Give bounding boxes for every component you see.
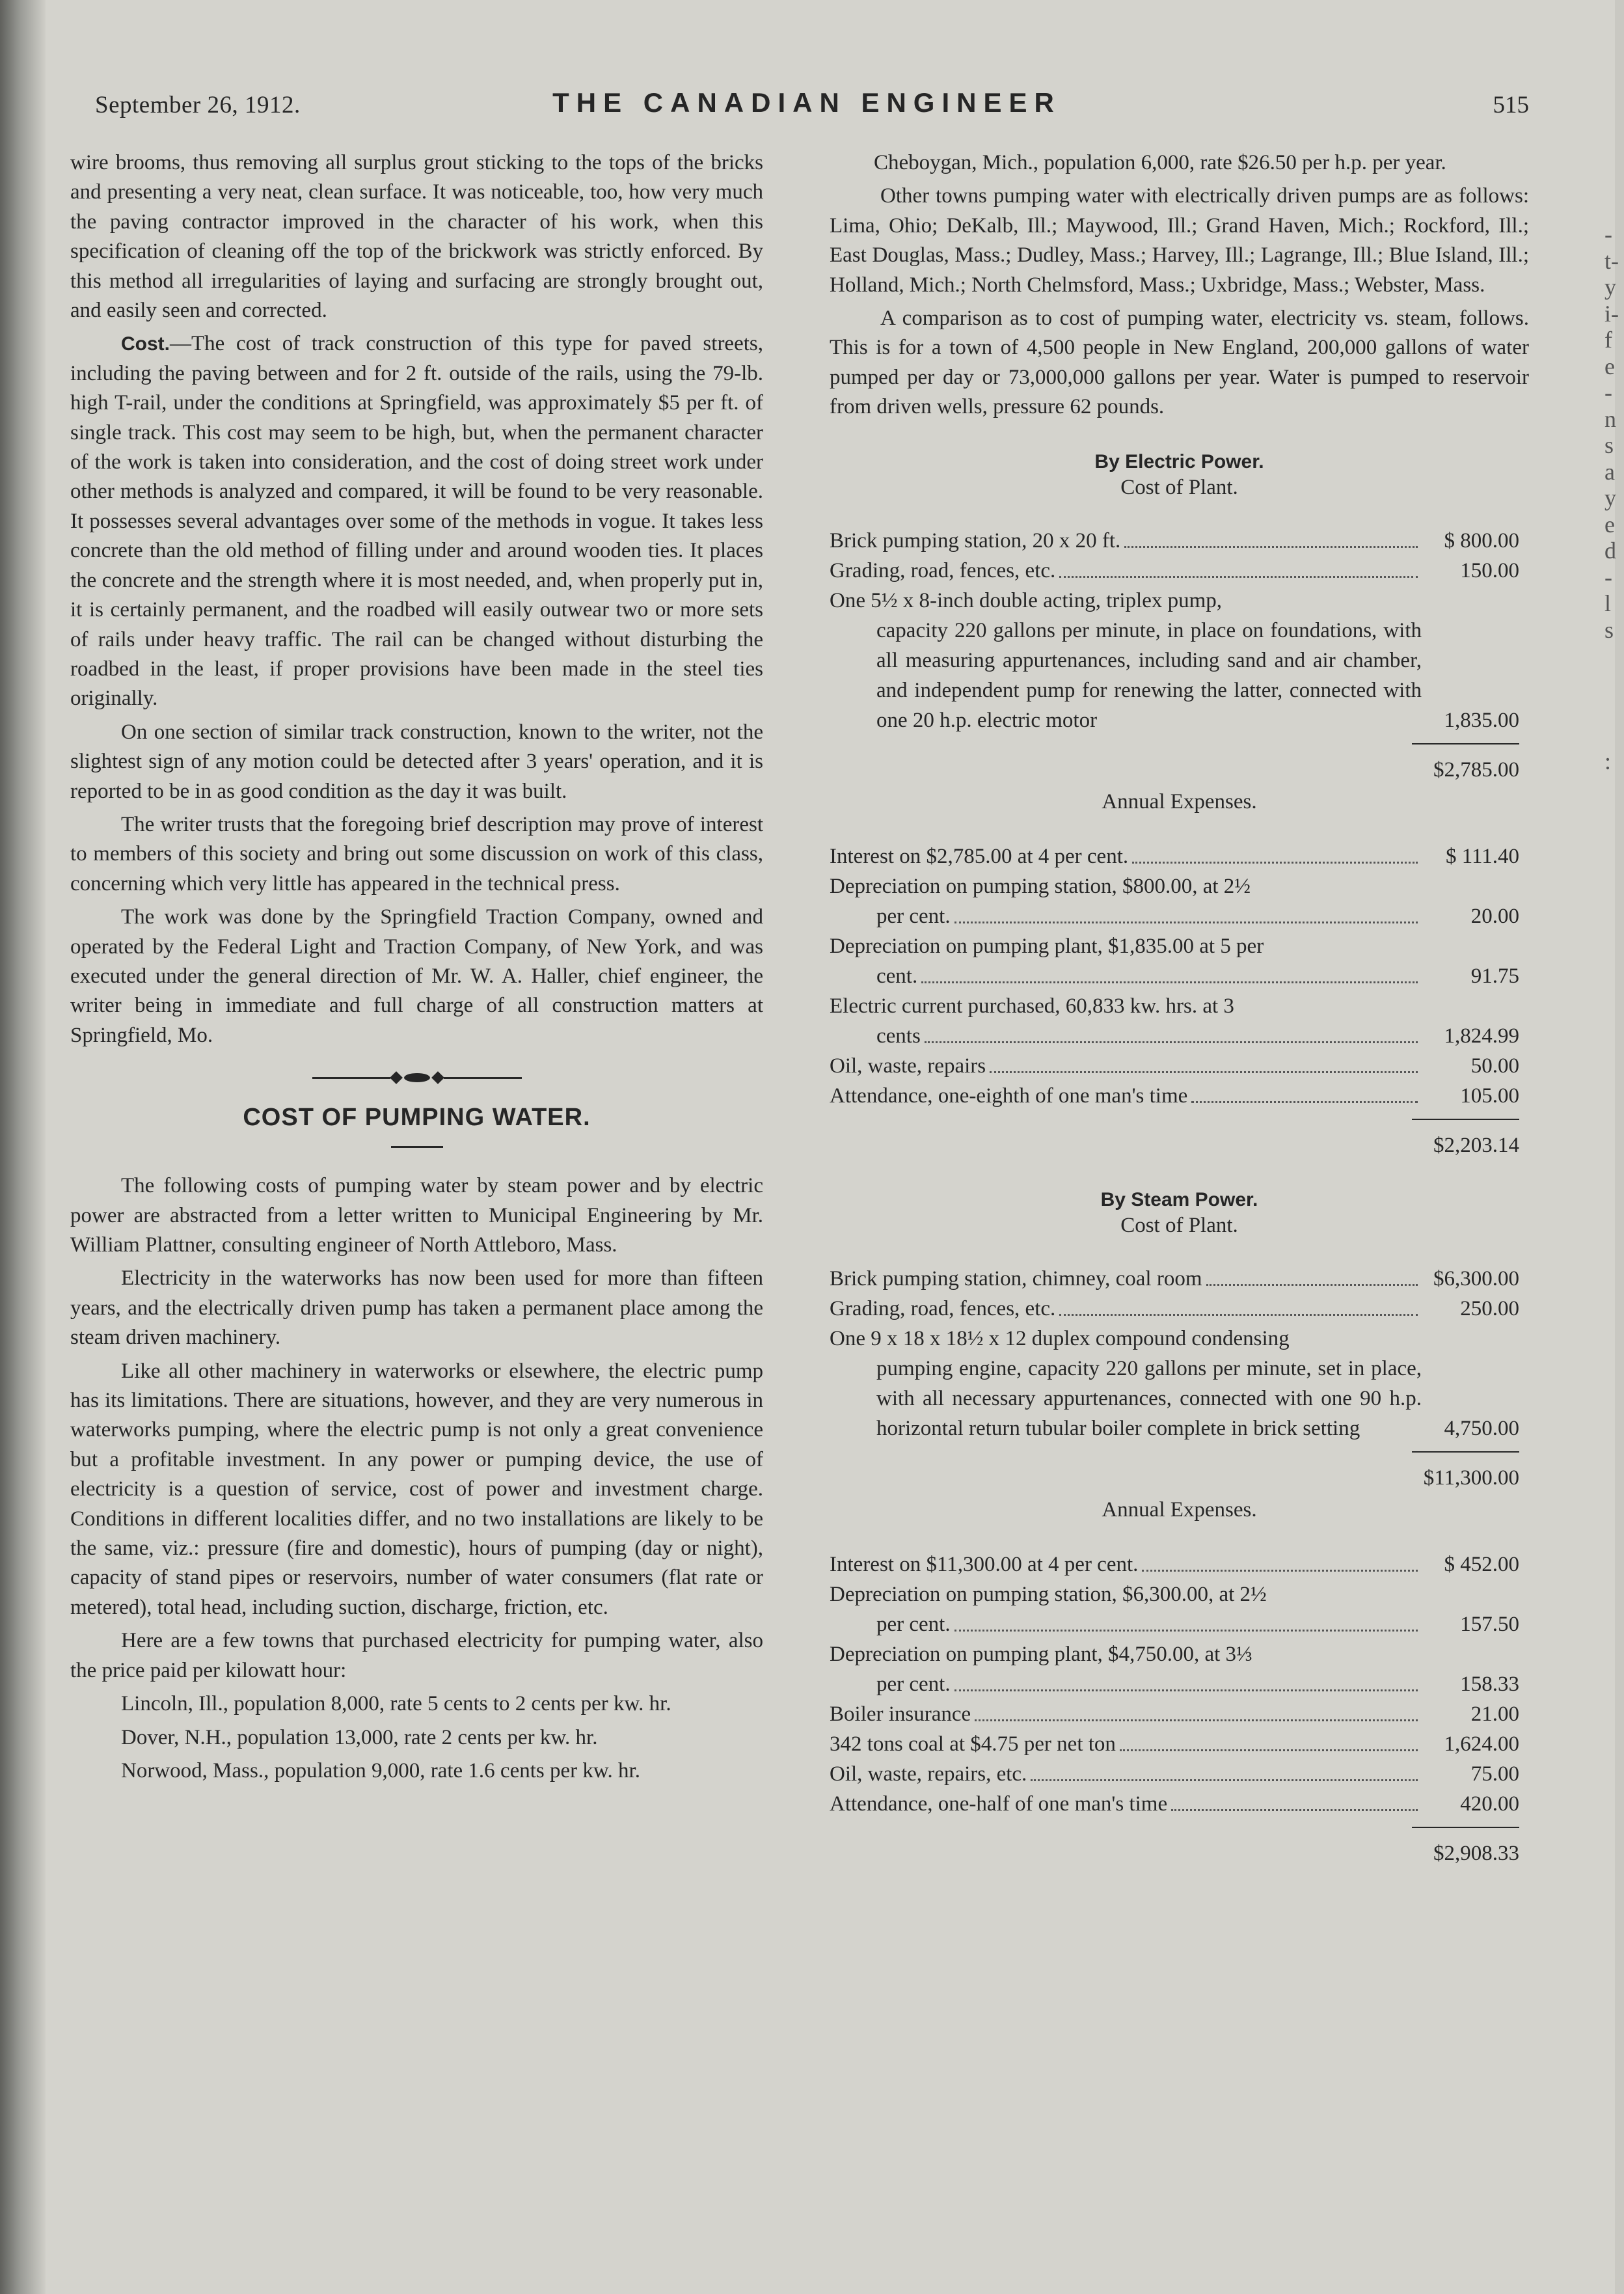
dot-leader <box>1059 576 1418 578</box>
ledger-item: Attendance, one-eighth of one man's time <box>830 1084 1188 1108</box>
binding-gutter-shadow <box>0 0 46 2294</box>
bleed-letter <box>1604 775 1621 802</box>
dot-leader <box>990 1071 1418 1073</box>
bleed-letter: l <box>1604 590 1612 616</box>
ledger-item: Grading, road, fences, etc. <box>830 1296 1056 1320</box>
ledger-amount: 75.00 <box>1470 1762 1519 1786</box>
bleed-letter: e <box>1604 511 1615 538</box>
electric-power-heading: By Electric Power. <box>1094 450 1264 472</box>
dot-leader <box>1206 1284 1418 1286</box>
ledger-item: Electric current purchased, 60,833 kw. hrs. at 3 <box>830 994 1234 1018</box>
dot-leader <box>1120 1749 1418 1751</box>
paragraph: Here are a few towns that purchased electricity for pumping water, also the price paid per kilowatt hour: <box>70 1629 763 1682</box>
page-number: 515 <box>1493 92 1529 118</box>
ledger-item-continuation: capacity 220 gallons per minute, in place on foundations, with all measuring appurtenances, including sand and air chamber, and independent pump for renewing the latter, connected with one 20 h.p. electric motor <box>876 618 1422 732</box>
ledger-amount: 420.00 <box>1460 1792 1519 1816</box>
dot-leader <box>954 1630 1418 1632</box>
annual-expenses-caption: Annual Expenses. <box>1102 1497 1257 1522</box>
bleed-letter: i- <box>1604 300 1619 327</box>
dot-leader <box>1059 1314 1418 1316</box>
bleed-letter: y <box>1604 485 1616 511</box>
ledger-row <box>830 1699 1519 1729</box>
ledger-amount: 20.00 <box>1470 904 1519 928</box>
ledger-total <box>830 735 1519 785</box>
bleed-letter: - <box>1604 379 1612 405</box>
ledger-row <box>830 961 1519 991</box>
total-amount: $2,908.33 <box>1433 1841 1519 1865</box>
bleed-letter: y <box>1604 274 1616 300</box>
total-rule <box>1412 1827 1519 1828</box>
section-ornament <box>70 1071 763 1084</box>
ledger-row <box>830 871 1519 901</box>
ledger-row <box>830 841 1519 871</box>
ledger-item: 342 tons coal at $4.75 per net ton <box>830 1732 1116 1756</box>
bleed-letter: e <box>1604 353 1615 379</box>
ledger-row <box>830 991 1519 1021</box>
paragraph: Other towns pumping water with electrically driven pumps are as follows: Lima, Ohio; DeKalb, Ill.; Maywood, Ill.; Grand Haven, Mich.; Rockford, Ill.; East Douglas, Mass.; Dudley, Mass.; Harvey, Ill.; Lagrange, Ill.; Blue Island, Ill.; Holland, Mich.; North Chelmsford, Mass.; Uxbridge, Mass.; Webster, Mass. <box>830 184 1529 297</box>
ornament-diamond <box>431 1071 444 1084</box>
ledger-row <box>830 1264 1519 1294</box>
paragraph: The writer trusts that the foregoing brief description may prove of interest to members of this society and bring out some discussion on work of this class, concerning which very little has appeared in the technical press. <box>70 812 763 895</box>
ledger-amount: 150.00 <box>1460 558 1519 582</box>
ledger-item <box>830 1324 1422 1443</box>
ledger-row <box>830 1324 1519 1443</box>
dot-leader <box>954 1689 1418 1691</box>
steam-expenses-ledger <box>830 1550 1519 1868</box>
bleed-letter <box>1604 696 1621 722</box>
run-in-heading: Cost. <box>121 333 170 355</box>
ledger-item: Boiler insurance <box>830 1702 971 1726</box>
journal-title: THE CANADIAN ENGINEER <box>552 87 1061 118</box>
ledger-amount: $ 111.40 <box>1445 844 1519 868</box>
paragraph: On one section of similar track construction, known to the writer, not the slightest sign of any motion could be detected after 3 years' operation, and it is reported to be in as good condition as the day it was built. <box>70 720 763 803</box>
electric-expenses-ledger <box>830 841 1519 1160</box>
bleed-letter: : <box>1604 748 1612 774</box>
ledger-item: Grading, road, fences, etc. <box>830 558 1056 582</box>
ledger-item <box>830 586 1422 735</box>
title-rule <box>391 1146 443 1148</box>
ledger-total <box>830 1819 1519 1868</box>
ledger-item: Brick pumping station, chimney, coal room <box>830 1266 1202 1290</box>
ledger-item-continuation: per cent. <box>876 1672 951 1696</box>
total-rule <box>1412 1119 1519 1120</box>
ledger-row <box>830 556 1519 586</box>
ledger-total <box>830 1111 1519 1160</box>
paragraph: Electricity in the waterworks has now been used for more than fifteen years, and the electrically driven pump has taken a permanent place among the steam driven machinery. <box>70 1266 763 1350</box>
ornament-oval <box>404 1073 430 1082</box>
dot-leader <box>975 1719 1418 1721</box>
ledger-item-continuation: per cent. <box>876 1612 951 1636</box>
ledger-row <box>830 1669 1519 1699</box>
dot-leader <box>1171 1809 1418 1811</box>
ledger-amount: $ 452.00 <box>1444 1552 1519 1576</box>
ledger-row <box>830 1081 1519 1111</box>
ledger-row <box>830 1729 1519 1759</box>
ledger-amount: 50.00 <box>1470 1054 1519 1078</box>
bleed-letter <box>1604 854 1621 881</box>
annual-expenses-caption: Annual Expenses. <box>1102 789 1257 813</box>
cost-paragraph <box>70 329 763 713</box>
cost-of-plant-caption: Cost of Plant. <box>1120 475 1238 499</box>
bleed-letter: - <box>1604 221 1612 247</box>
ledger-amount: 21.00 <box>1470 1702 1519 1726</box>
dot-leader <box>1031 1779 1418 1781</box>
total-amount: $2,785.00 <box>1433 758 1519 782</box>
ledger-item: Brick pumping station, 20 x 20 ft. <box>830 528 1121 553</box>
ledger-row <box>830 586 1519 735</box>
bleed-letter <box>1604 801 1621 828</box>
electric-plant-ledger <box>830 526 1519 785</box>
bleed-letter: s <box>1604 616 1614 643</box>
bleed-letter: - <box>1604 564 1612 590</box>
ledger-item-continuation: cents <box>876 1024 921 1048</box>
ledger-amount: 158.33 <box>1460 1672 1519 1696</box>
town-entry: Norwood, Mass., population 9,000, rate 1.6 cents per kw. hr. <box>121 1758 640 1782</box>
bleed-letter: d <box>1604 538 1616 564</box>
total-amount: $2,203.14 <box>1433 1133 1519 1157</box>
dot-leader <box>1191 1101 1418 1103</box>
ledger-row <box>830 1021 1519 1051</box>
ledger-amount: 1,835.00 <box>1444 708 1519 732</box>
ledger-row <box>830 1759 1519 1789</box>
bleed-letter: s <box>1604 432 1614 458</box>
ledger-item-continuation: per cent. <box>876 904 951 928</box>
ledger-amount: 91.75 <box>1470 964 1519 988</box>
ledger-total <box>830 1443 1519 1493</box>
ledger-item: Depreciation on pumping plant, $1,835.00 at 5 per <box>830 934 1264 958</box>
ledger-row <box>830 901 1519 931</box>
ledger-row <box>830 1579 1519 1609</box>
paragraph: The following costs of pumping water by steam power and by electric power are abstracted from a letter written to Municipal Engineering by Mr. William Plattner, consulting engineer of North Attleboro, Mass. <box>70 1174 763 1257</box>
ledger-row <box>830 1550 1519 1579</box>
article-title: COST OF PUMPING WATER. <box>243 1104 591 1132</box>
ledger-item: Oil, waste, repairs, etc. <box>830 1762 1027 1786</box>
bleed-through-margin <box>1604 221 1621 881</box>
ledger-item: Interest on $2,785.00 at 4 per cent. <box>830 844 1129 868</box>
left-column <box>70 148 763 1790</box>
ledger-row <box>830 931 1519 961</box>
paragraph: A comparison as to cost of pumping water, electricity vs. steam, follows. This is for a town of 4,500 people in New England, 200,000 gallons of water pumped per day or 73,000,000 gallons per year. Water is pumped to reservoir from driven wells, pressure 62 pounds. <box>830 307 1529 419</box>
page-header <box>91 87 1529 130</box>
paragraph: The work was done by the Springfield Traction Company, owned and operated by the Federal Light and Traction Company, of New York, and was executed under the general direction of Mr. W. A. Haller, chief engineer, the writer being in immediate and full charge of all construction matters at Springfield, Mo. <box>70 905 763 1047</box>
ledger-amount: 105.00 <box>1460 1084 1519 1108</box>
cost-text: —The cost of track construction of this type for paved streets, including the paving between and for 2 ft. outside of the rails, using the 79-lb. high T-rail, under the conditions at Springfield, was approximately $5 per ft. of single track. This cost may seem to be high, but, when the permanent character of the work is taken into consideration, and the cost of doing street work under other methods is analyzed and compared, it will be found to be very reasonable. It possesses several advantages over some of the methods in vogue. It takes less concrete than the old method of filling under and around wooden ties. It places the concrete and the strength where it is most needed, and, when properly put in, it is certainly permanent, and the roadbed will easily outwear two or more sets of rails under heavy traffic. The rail can be changed without disturbing the roadbed in the least, if proper provisions have been made in the steel ties originally. <box>70 332 763 711</box>
ledger-amount: 4,750.00 <box>1444 1416 1519 1440</box>
total-amount: $11,300.00 <box>1423 1466 1519 1490</box>
ledger-amount: 157.50 <box>1460 1612 1519 1636</box>
dot-leader <box>1124 546 1418 548</box>
ledger-row <box>830 1294 1519 1324</box>
steam-power-heading: By Steam Power. <box>1100 1188 1258 1210</box>
ornament-rule <box>444 1077 522 1079</box>
ledger-amount: $6,300.00 <box>1433 1266 1519 1290</box>
dot-leader <box>954 922 1418 923</box>
ledger-item: Depreciation on pumping station, $800.00, at 2½ <box>830 874 1251 898</box>
ledger-row <box>830 1789 1519 1819</box>
bleed-letter: f <box>1604 327 1612 353</box>
town-entry: Dover, N.H., population 13,000, rate 2 cents per kw. hr. <box>121 1725 598 1749</box>
ledger-item-line: One 9 x 18 x 18½ x 12 duplex compound condensing <box>830 1326 1290 1350</box>
dot-leader <box>925 1041 1418 1043</box>
ledger-item: Depreciation on pumping station, $6,300.00, at 2½ <box>830 1582 1267 1606</box>
ledger-item: Attendance, one-half of one man's time <box>830 1792 1168 1816</box>
town-entry: Lincoln, Ill., population 8,000, rate 5 cents to 2 cents per kw. hr. <box>121 1692 671 1716</box>
ledger-amount: $ 800.00 <box>1444 528 1519 553</box>
ledger-item: Interest on $11,300.00 at 4 per cent. <box>830 1552 1139 1576</box>
bleed-letter <box>1604 722 1621 749</box>
bleed-letter: n <box>1604 405 1616 432</box>
paragraph: Like all other machinery in waterworks or elsewhere, the electric pump has its limitations. There are situations, however, and they are very numerous in waterworks pumping, where the electric pump is not only a great convenience but a profitable investment. In any power or pumping device, the use of electricity is a question of service, cost of power and investment charge. Conditions in different localities differ, and no two installations are likely to be the same, viz.: pressure (fire and domestic), hours of pumping (day or night), capacity of stand pipes or reservoirs, number of water consumers (flat rate or metered), total head, including suction, discharge, friction, etc. <box>70 1359 763 1619</box>
total-rule <box>1412 1451 1519 1453</box>
bleed-letter: t- <box>1604 247 1619 274</box>
steam-plant-ledger <box>830 1264 1519 1493</box>
ledger-amount: 250.00 <box>1460 1296 1519 1320</box>
ledger-amount: 1,624.00 <box>1444 1732 1519 1756</box>
ornament-diamond <box>390 1071 403 1084</box>
total-rule <box>1412 743 1519 744</box>
town-entry: Cheboygan, Mich., population 6,000, rate $26.50 per h.p. per year. <box>874 151 1446 174</box>
bleed-letter <box>1604 828 1621 854</box>
bleed-letter: a <box>1604 458 1615 485</box>
ledger-row <box>830 1609 1519 1639</box>
cost-of-plant-caption: Cost of Plant. <box>1120 1213 1238 1237</box>
bleed-letter <box>1604 670 1621 696</box>
ledger-item-continuation: cent. <box>876 964 918 988</box>
ornament-rule <box>312 1077 390 1079</box>
ledger-row <box>830 1639 1519 1669</box>
paragraph: wire brooms, thus removing all surplus grout sticking to the tops of the bricks and presenting a very neat, clean surface. It was noticeable, too, how very much the paving contractor improved in the character of his work, when this specification of cleaning off the top of the brickwork was strictly enforced. By this method all irregularities of laying and surfacing are strongly brought out, and easily seen and corrected. <box>70 151 763 323</box>
dot-leader <box>1132 862 1418 864</box>
issue-date: September 26, 1912. <box>95 92 301 118</box>
ledger-item: Depreciation on pumping plant, $4,750.00, at 3⅓ <box>830 1642 1252 1666</box>
ledger-amount: 1,824.99 <box>1444 1024 1519 1048</box>
ledger-row <box>830 526 1519 556</box>
ledger-row <box>830 1051 1519 1081</box>
ledger-item: Oil, waste, repairs <box>830 1054 986 1078</box>
ledger-item-line: One 5½ x 8-inch double acting, triplex pump, <box>830 588 1223 612</box>
bleed-letter <box>1604 643 1621 670</box>
dot-leader <box>921 981 1418 983</box>
dot-leader <box>1142 1570 1418 1572</box>
right-column <box>830 148 1529 1868</box>
ledger-item-continuation: pumping engine, capacity 220 gallons per minute, set in place, with all necessary appurtenances, connected with one 90 h.p. horizontal return tubular boiler complete in brick setting <box>876 1356 1422 1440</box>
